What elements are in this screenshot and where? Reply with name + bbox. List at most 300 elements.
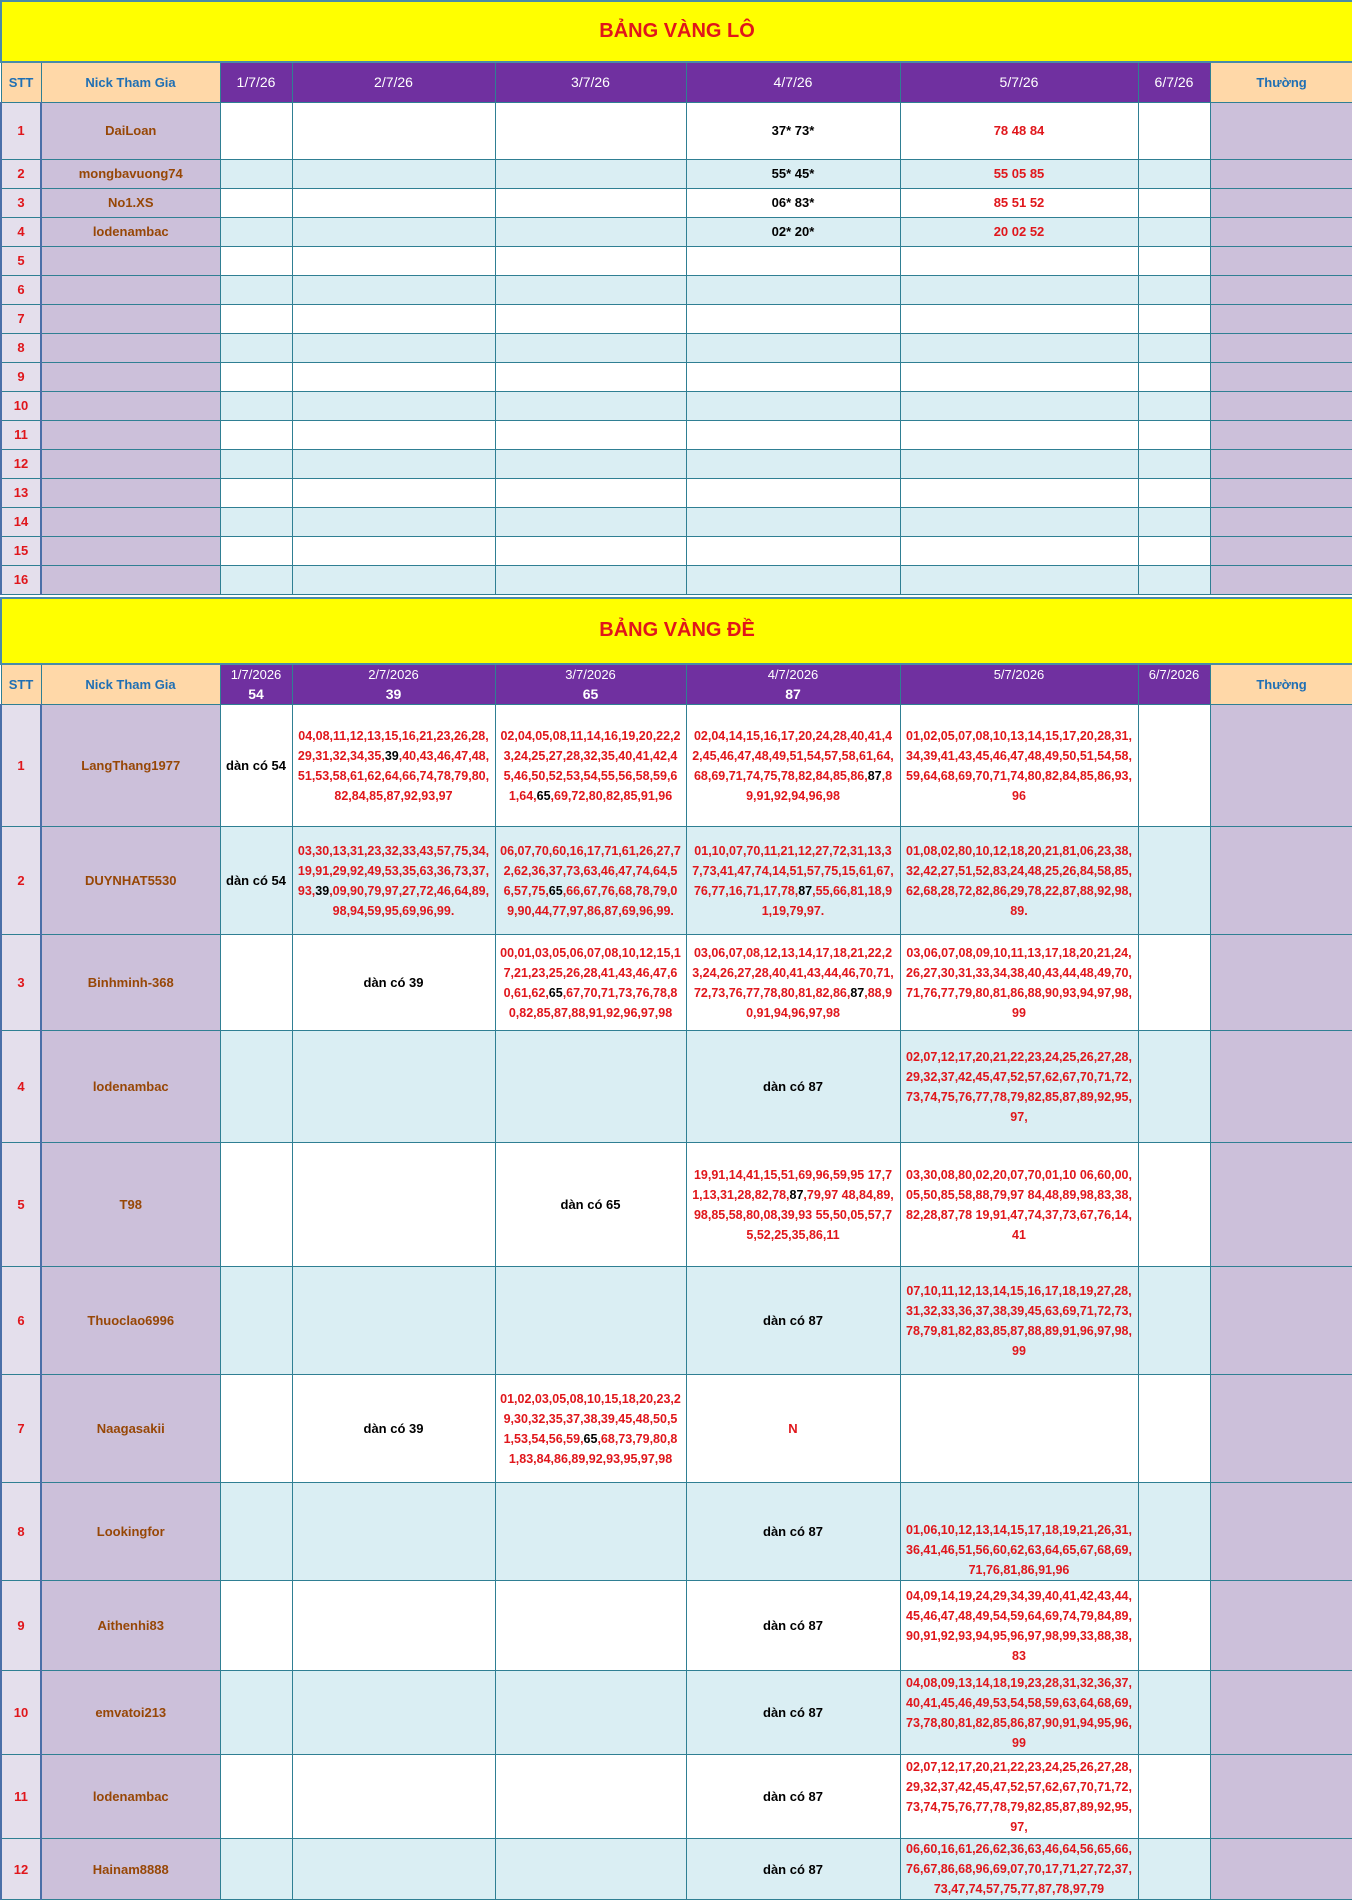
bang-vang-lo-table — [0, 0, 1352, 595]
row-stt: 9 — [1, 1581, 41, 1671]
de-day-cell: 04,08,11,12,13,15,16,21,23,26,28,29,31,32,34,35,39,40,43,46,47,48,51,53,58,61,62,64,66,74,78,79,80,82,84,85,87,92,93,97 — [292, 705, 495, 827]
row-nick — [41, 478, 220, 507]
row-nick — [41, 362, 220, 391]
row-nick — [41, 304, 220, 333]
lo-day-cell — [220, 565, 292, 594]
row-thuong — [1210, 935, 1352, 1031]
lo-day-cell — [686, 420, 900, 449]
row-nick — [41, 507, 220, 536]
de-row — [1, 1755, 1352, 1839]
row-stt: 10 — [1, 391, 41, 420]
row-thuong — [1210, 304, 1352, 333]
de-day-cell: dàn có 87 — [686, 1031, 900, 1143]
lo-header-date: 1/7/26 — [220, 62, 292, 102]
lo-day-cell — [220, 217, 292, 246]
de-header-nick: Nick Tham Gia — [41, 664, 220, 705]
row-nick: lodenambac — [41, 1031, 220, 1143]
de-header-date: 6/7/2026 — [1138, 664, 1210, 685]
lo-day-cell — [900, 362, 1138, 391]
lo-day-cell — [220, 246, 292, 275]
de-day-cell — [1138, 1839, 1210, 1900]
lo-day-cell — [495, 420, 686, 449]
lo-day-cell — [900, 333, 1138, 362]
lo-day-cell — [686, 478, 900, 507]
row-nick — [41, 333, 220, 362]
row-nick: mongbavuong74 — [41, 159, 220, 188]
lo-day-cell — [495, 478, 686, 507]
row-stt: 7 — [1, 304, 41, 333]
row-stt: 14 — [1, 507, 41, 536]
de-day-cell — [292, 1143, 495, 1267]
lo-day-cell — [900, 246, 1138, 275]
lo-day-cell — [495, 507, 686, 536]
lo-day-cell — [220, 391, 292, 420]
de-row — [1, 1483, 1352, 1581]
de-day-cell — [1138, 1755, 1210, 1839]
lo-row — [1, 507, 1352, 536]
lo-day-cell — [495, 102, 686, 159]
lo-day-cell — [900, 536, 1138, 565]
lo-day-cell — [900, 275, 1138, 304]
lo-day-cell — [495, 565, 686, 594]
de-day-cell: dàn có 39 — [292, 1375, 495, 1483]
lo-day-cell — [1138, 102, 1210, 159]
lo-day-cell — [220, 420, 292, 449]
row-stt: 1 — [1, 102, 41, 159]
row-thuong — [1210, 333, 1352, 362]
lo-header-nick: Nick Tham Gia — [41, 62, 220, 102]
de-day-cell — [1138, 827, 1210, 935]
row-thuong — [1210, 565, 1352, 594]
de-result: 39 — [292, 685, 495, 705]
de-day-cell: 03,30,13,31,23,32,33,43,57,75,34,19,91,29,92,49,53,35,63,36,73,37,93,39,09,90,79,97,27,72,46,64,89,98,94,59,95,69,96,99. — [292, 827, 495, 935]
de-day-cell — [495, 1267, 686, 1375]
row-thuong — [1210, 1755, 1352, 1839]
lo-day-cell — [495, 217, 686, 246]
lo-day-cell — [292, 333, 495, 362]
de-day-cell — [1138, 1031, 1210, 1143]
de-day-cell: 03,30,08,80,02,20,07,70,01,10 06,60,00,05,50,85,58,88,79,97 84,48,89,98,83,38,82,28,87,78 19,91,47,74,37,73,67,76,14,41 — [900, 1143, 1138, 1267]
lo-day-cell — [1138, 565, 1210, 594]
de-row — [1, 1581, 1352, 1671]
lo-day-cell — [686, 275, 900, 304]
row-thuong — [1210, 246, 1352, 275]
de-day-cell — [292, 1671, 495, 1755]
row-stt: 12 — [1, 449, 41, 478]
row-nick — [41, 275, 220, 304]
de-row — [1, 1267, 1352, 1375]
lo-day-cell — [292, 565, 495, 594]
row-nick: No1.XS — [41, 188, 220, 217]
de-day-cell: 03,06,07,08,12,13,14,17,18,21,22,23,24,26,27,28,40,41,43,44,46,70,71,72,73,76,77,78,80,81,82,86,87,88,90,91,94,96,97,98 — [686, 935, 900, 1031]
row-stt: 7 — [1, 1375, 41, 1483]
row-nick: emvatoi213 — [41, 1671, 220, 1755]
de-day-cell — [1138, 1671, 1210, 1755]
row-stt: 10 — [1, 1671, 41, 1755]
row-stt: 1 — [1, 705, 41, 827]
de-row — [1, 1143, 1352, 1267]
winning-number: 65 — [549, 884, 563, 898]
de-day-cell — [1138, 705, 1210, 827]
lo-day-cell — [686, 449, 900, 478]
row-stt: 11 — [1, 1755, 41, 1839]
de-day-cell — [292, 1483, 495, 1581]
de-day-cell: 01,08,02,80,10,12,18,20,21,81,06,23,38,32,42,27,51,52,83,24,48,25,26,84,58,85,62,68,28,72,82,86,29,78,22,87,88,92,98,89. — [900, 827, 1138, 935]
row-nick — [41, 420, 220, 449]
de-header-date: 4/7/2026 — [686, 664, 900, 685]
winning-number: 65 — [549, 986, 563, 1000]
row-stt: 15 — [1, 536, 41, 565]
de-result: 65 — [495, 685, 686, 705]
lo-day-cell — [220, 275, 292, 304]
lo-day-cell — [292, 478, 495, 507]
row-nick: lodenambac — [41, 217, 220, 246]
lo-day-cell — [495, 188, 686, 217]
row-stt: 2 — [1, 159, 41, 188]
de-header-date: 1/7/2026 — [220, 664, 292, 685]
de-day-cell: 01,06,10,12,13,14,15,17,18,19,21,26,31,36,41,46,51,56,60,62,63,64,65,67,68,69,71,76,81,86,91,96 — [900, 1483, 1138, 1581]
row-nick — [41, 565, 220, 594]
lo-day-cell — [686, 362, 900, 391]
de-day-cell: dàn có 54 — [220, 827, 292, 935]
lo-day-cell — [495, 159, 686, 188]
row-thuong — [1210, 1581, 1352, 1671]
lo-row — [1, 102, 1352, 159]
de-day-cell — [495, 1483, 686, 1581]
de-day-cell: 02,07,12,17,20,21,22,23,24,25,26,27,28,29,32,37,42,45,47,52,57,62,67,70,71,72,73,74,75,76,77,78,79,82,85,87,89,92,95,97, — [900, 1755, 1138, 1839]
de-header-thuong: Thường — [1210, 664, 1352, 705]
row-thuong — [1210, 705, 1352, 827]
row-nick: Thuoclao6996 — [41, 1267, 220, 1375]
row-stt: 8 — [1, 333, 41, 362]
de-day-cell — [495, 1031, 686, 1143]
de-row — [1, 1671, 1352, 1755]
row-thuong — [1210, 507, 1352, 536]
winning-number: 39 — [315, 884, 329, 898]
de-day-cell: dàn có 87 — [686, 1671, 900, 1755]
row-nick: Binhminh-368 — [41, 935, 220, 1031]
lo-day-cell — [220, 536, 292, 565]
lo-day-cell — [220, 159, 292, 188]
lo-row — [1, 565, 1352, 594]
de-header-date: 5/7/2026 — [900, 664, 1138, 685]
lo-day-cell — [292, 420, 495, 449]
row-stt: 8 — [1, 1483, 41, 1581]
lo-day-cell — [686, 507, 900, 536]
lo-day-cell — [292, 507, 495, 536]
row-stt: 4 — [1, 1031, 41, 1143]
de-day-cell — [292, 1031, 495, 1143]
bang-vang-de-table — [0, 597, 1352, 1900]
lo-day-cell — [1138, 449, 1210, 478]
lo-header-date: 5/7/26 — [900, 62, 1138, 102]
de-day-cell: N — [686, 1375, 900, 1483]
lo-day-cell: 78 48 84 — [900, 102, 1138, 159]
lo-title: BẢNG VÀNG LÔ — [1, 1, 1352, 62]
lo-day-cell — [292, 159, 495, 188]
de-row — [1, 1031, 1352, 1143]
lo-row — [1, 159, 1352, 188]
de-day-cell: 01,02,03,05,08,10,15,18,20,23,29,30,32,35,37,38,39,45,48,50,51,53,54,56,59,65,68,73,79,80,81,83,84,86,89,92,93,95,97,98 — [495, 1375, 686, 1483]
winning-number: 87 — [850, 986, 864, 1000]
de-day-cell — [495, 1671, 686, 1755]
lo-row — [1, 304, 1352, 333]
row-nick: DaiLoan — [41, 102, 220, 159]
lo-day-cell — [220, 449, 292, 478]
lo-day-cell — [292, 217, 495, 246]
de-day-cell: dàn có 87 — [686, 1581, 900, 1671]
row-stt: 6 — [1, 275, 41, 304]
row-thuong — [1210, 391, 1352, 420]
de-day-cell — [292, 1267, 495, 1375]
de-day-cell: 02,04,05,08,11,14,16,19,20,22,23,24,25,27,28,32,35,40,41,42,45,46,50,52,53,54,55,56,58,59,61,64,65,69,72,80,82,85,91,96 — [495, 705, 686, 827]
row-thuong — [1210, 1483, 1352, 1581]
lo-row — [1, 478, 1352, 507]
lo-header-date: 3/7/26 — [495, 62, 686, 102]
row-stt: 3 — [1, 188, 41, 217]
lo-day-cell — [900, 449, 1138, 478]
de-day-cell: 06,07,70,60,16,17,71,61,26,27,72,62,36,37,73,63,46,47,74,64,56,57,75,65,66,67,76,68,78,79,09,90,44,77,97,86,87,69,96,99. — [495, 827, 686, 935]
lo-header-date: 4/7/26 — [686, 62, 900, 102]
de-day-cell — [220, 1581, 292, 1671]
row-nick — [41, 536, 220, 565]
row-stt: 5 — [1, 1143, 41, 1267]
de-day-cell — [220, 1031, 292, 1143]
lo-day-cell — [900, 420, 1138, 449]
lo-row — [1, 420, 1352, 449]
lo-day-cell — [686, 304, 900, 333]
de-day-cell — [220, 1267, 292, 1375]
lo-day-cell — [220, 102, 292, 159]
row-thuong — [1210, 159, 1352, 188]
lo-day-cell — [1138, 275, 1210, 304]
row-thuong — [1210, 449, 1352, 478]
de-result — [900, 685, 1138, 705]
de-day-cell: dàn có 39 — [292, 935, 495, 1031]
lo-day-cell — [1138, 304, 1210, 333]
lo-day-cell — [495, 449, 686, 478]
de-day-cell — [220, 1143, 292, 1267]
de-day-cell — [220, 1375, 292, 1483]
lo-row — [1, 362, 1352, 391]
lo-day-cell — [1138, 507, 1210, 536]
lo-header-date: 2/7/26 — [292, 62, 495, 102]
de-day-cell — [292, 1755, 495, 1839]
row-stt: 13 — [1, 478, 41, 507]
lo-row — [1, 246, 1352, 275]
winning-number: 87 — [798, 884, 812, 898]
de-day-cell — [220, 1483, 292, 1581]
row-nick: Lookingfor — [41, 1483, 220, 1581]
row-thuong — [1210, 362, 1352, 391]
de-day-cell: 19,91,14,41,15,51,69,96,59,95 17,71,13,31,28,82,78,87,79,97 48,84,89,98,85,58,80,08,39,93 55,50,05,57,75,52,25,35,86,11 — [686, 1143, 900, 1267]
de-day-cell — [1138, 1267, 1210, 1375]
row-nick — [41, 246, 220, 275]
lo-day-cell — [220, 333, 292, 362]
lo-day-cell: 55* 45* — [686, 159, 900, 188]
lo-day-cell — [1138, 362, 1210, 391]
row-nick: Hainam8888 — [41, 1839, 220, 1900]
row-stt: 5 — [1, 246, 41, 275]
de-day-cell: 01,02,05,07,08,10,13,14,15,17,20,28,31,34,39,41,43,45,46,47,48,49,50,51,54,58,59,64,68,69,70,71,74,80,82,84,85,86,93,96 — [900, 705, 1138, 827]
de-day-cell — [495, 1839, 686, 1900]
de-row — [1, 827, 1352, 935]
row-nick: lodenambac — [41, 1755, 220, 1839]
de-day-cell — [220, 1755, 292, 1839]
row-stt: 9 — [1, 362, 41, 391]
row-nick: DUYNHAT5530 — [41, 827, 220, 935]
lo-day-cell — [900, 507, 1138, 536]
lo-day-cell — [292, 449, 495, 478]
row-thuong — [1210, 1671, 1352, 1755]
lo-day-cell — [292, 188, 495, 217]
lo-day-cell — [686, 565, 900, 594]
row-thuong — [1210, 536, 1352, 565]
row-stt: 6 — [1, 1267, 41, 1375]
row-thuong — [1210, 478, 1352, 507]
lo-header-stt: STT — [1, 62, 41, 102]
lo-day-cell — [495, 362, 686, 391]
row-thuong — [1210, 1267, 1352, 1375]
de-day-cell — [495, 1581, 686, 1671]
de-day-cell — [1138, 935, 1210, 1031]
lo-day-cell — [292, 275, 495, 304]
de-header-date: 2/7/2026 — [292, 664, 495, 685]
de-day-cell: 03,06,07,08,09,10,11,13,17,18,20,21,24,26,27,30,31,33,34,38,40,43,44,48,49,70,71,76,77,79,80,81,86,88,90,93,94,97,98,99 — [900, 935, 1138, 1031]
row-thuong — [1210, 1031, 1352, 1143]
de-day-cell — [900, 1375, 1138, 1483]
lo-day-cell — [220, 478, 292, 507]
lo-day-cell — [686, 333, 900, 362]
lo-day-cell: 55 05 85 — [900, 159, 1138, 188]
lo-day-cell — [292, 391, 495, 420]
lo-day-cell: 37* 73* — [686, 102, 900, 159]
lo-day-cell — [292, 246, 495, 275]
row-thuong — [1210, 217, 1352, 246]
row-thuong — [1210, 1375, 1352, 1483]
row-thuong — [1210, 102, 1352, 159]
row-thuong — [1210, 188, 1352, 217]
de-day-cell: 06,60,16,61,26,62,36,63,46,64,56,65,66,76,67,86,68,96,69,07,70,17,71,27,72,37,73,47,74,57,75,77,87,78,97,79 — [900, 1839, 1138, 1900]
de-result: 87 — [686, 685, 900, 705]
de-row — [1, 705, 1352, 827]
lo-day-cell — [686, 246, 900, 275]
de-day-cell: dàn có 87 — [686, 1755, 900, 1839]
row-thuong — [1210, 420, 1352, 449]
de-day-cell: 02,04,14,15,16,17,20,24,28,40,41,42,45,46,47,48,49,51,54,57,58,61,64,68,69,71,74,75,78,82,84,85,86,87,89,91,92,94,96,98 — [686, 705, 900, 827]
lo-day-cell — [1138, 478, 1210, 507]
de-day-cell: dàn có 87 — [686, 1483, 900, 1581]
lo-day-cell — [1138, 536, 1210, 565]
lo-day-cell — [292, 102, 495, 159]
lo-day-cell — [495, 333, 686, 362]
de-row — [1, 1839, 1352, 1900]
lo-day-cell — [1138, 420, 1210, 449]
lo-day-cell — [900, 391, 1138, 420]
row-stt: 3 — [1, 935, 41, 1031]
de-day-cell: 04,09,14,19,24,29,34,39,40,41,42,43,44,45,46,47,48,49,54,59,64,69,74,79,84,89,90,91,92,93,94,95,96,97,98,99,33,88,38,83 — [900, 1581, 1138, 1671]
lo-header-date: 6/7/26 — [1138, 62, 1210, 102]
lo-row — [1, 536, 1352, 565]
lo-day-cell: 02* 20* — [686, 217, 900, 246]
winning-number: 87 — [868, 769, 882, 783]
lo-day-cell — [220, 362, 292, 391]
lo-day-cell — [686, 391, 900, 420]
lo-day-cell: 85 51 52 — [900, 188, 1138, 217]
lo-row — [1, 333, 1352, 362]
de-day-cell — [495, 1755, 686, 1839]
de-day-cell — [1138, 1483, 1210, 1581]
de-row — [1, 1375, 1352, 1483]
de-row — [1, 935, 1352, 1031]
row-nick: Naagasakii — [41, 1375, 220, 1483]
de-day-cell: 00,01,03,05,06,07,08,10,12,15,17,21,23,25,26,28,41,43,46,47,60,61,62,65,67,70,71,73,76,78,80,82,85,87,88,91,92,96,97,98 — [495, 935, 686, 1031]
lo-day-cell — [495, 391, 686, 420]
lo-day-cell — [495, 536, 686, 565]
row-thuong — [1210, 1839, 1352, 1900]
lo-row — [1, 449, 1352, 478]
de-title: BẢNG VÀNG ĐỀ — [1, 598, 1352, 664]
row-thuong — [1210, 827, 1352, 935]
de-header-date: 3/7/2026 — [495, 664, 686, 685]
lo-day-cell — [1138, 188, 1210, 217]
de-day-cell — [1138, 1581, 1210, 1671]
lo-day-cell — [1138, 246, 1210, 275]
lo-day-cell — [292, 536, 495, 565]
de-day-cell: 07,10,11,12,13,14,15,16,17,18,19,27,28,31,32,33,36,37,38,39,45,63,69,71,72,73,78,79,81,82,83,85,87,88,89,91,96,97,98,99 — [900, 1267, 1138, 1375]
de-day-cell — [1138, 1375, 1210, 1483]
lo-day-cell — [292, 362, 495, 391]
de-header-stt: STT — [1, 664, 41, 705]
lo-day-cell — [1138, 333, 1210, 362]
de-day-cell — [1138, 1143, 1210, 1267]
lo-day-cell — [495, 304, 686, 333]
row-stt: 12 — [1, 1839, 41, 1900]
de-day-cell — [292, 1581, 495, 1671]
row-nick: LangThang1977 — [41, 705, 220, 827]
lo-day-cell — [900, 304, 1138, 333]
lo-day-cell: 06* 83* — [686, 188, 900, 217]
winning-number: 65 — [537, 789, 551, 803]
de-day-cell: dàn có 87 — [686, 1839, 900, 1900]
row-stt: 11 — [1, 420, 41, 449]
row-nick — [41, 449, 220, 478]
lo-day-cell — [220, 304, 292, 333]
row-nick: Aithenhi83 — [41, 1581, 220, 1671]
lo-day-cell — [495, 246, 686, 275]
lo-header-thuong: Thường — [1210, 62, 1352, 102]
de-day-cell: 01,10,07,70,11,21,12,27,72,31,13,37,73,41,47,74,14,51,57,75,15,61,67,76,77,16,71,17,78,87,55,66,81,18,91,19,79,97. — [686, 827, 900, 935]
lo-day-cell: 20 02 52 — [900, 217, 1138, 246]
de-result: 54 — [220, 685, 292, 705]
winning-number: 65 — [584, 1432, 598, 1446]
row-thuong — [1210, 275, 1352, 304]
winning-number: 39 — [385, 749, 399, 763]
lo-day-cell — [1138, 391, 1210, 420]
lo-row — [1, 391, 1352, 420]
lo-day-cell — [220, 188, 292, 217]
de-day-cell — [220, 935, 292, 1031]
lo-day-cell — [1138, 159, 1210, 188]
de-day-cell: dàn có 65 — [495, 1143, 686, 1267]
lo-day-cell — [900, 565, 1138, 594]
lo-row — [1, 217, 1352, 246]
winning-number: 87 — [790, 1188, 804, 1202]
lo-day-cell — [292, 304, 495, 333]
lo-day-cell — [495, 275, 686, 304]
de-day-cell: 02,07,12,17,20,21,22,23,24,25,26,27,28,29,32,37,42,45,47,52,57,62,67,70,71,72,73,74,75,76,77,78,79,82,85,87,89,92,95,97, — [900, 1031, 1138, 1143]
de-day-cell — [292, 1839, 495, 1900]
